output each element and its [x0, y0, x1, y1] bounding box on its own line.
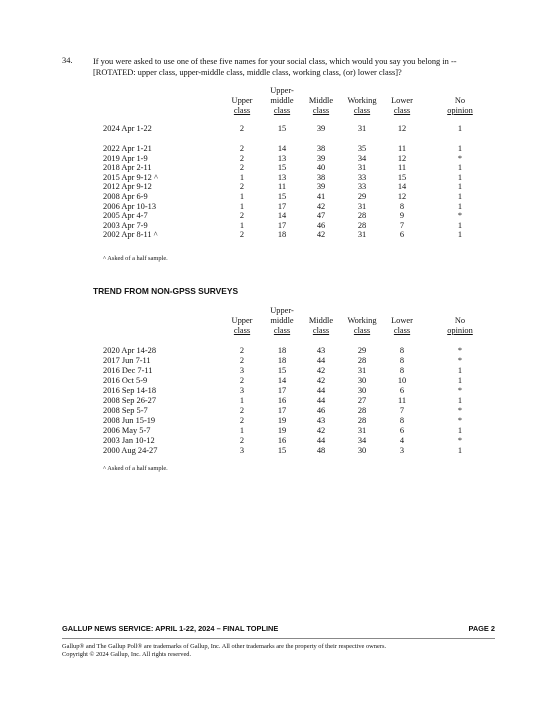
row-value: 31: [357, 366, 367, 375]
table1-col-header-line: class: [353, 106, 371, 115]
table1-col-header-line: class: [393, 106, 411, 115]
table-row: [0, 230, 540, 240]
row-value: 17: [277, 201, 287, 211]
row-value: 6: [399, 386, 405, 395]
row-value: 42: [316, 366, 326, 375]
row-value: 14: [277, 144, 287, 153]
table-row: [0, 173, 540, 183]
row-value: 2: [239, 346, 245, 355]
row-value: 30: [357, 446, 367, 455]
row-value: 11: [397, 163, 407, 173]
row-value: 16: [277, 396, 287, 405]
row-value: 2: [239, 124, 245, 133]
row-value: 3: [239, 366, 245, 375]
row-value: 1: [457, 172, 463, 182]
trademark-text: Gallup® and The Gallup Poll® are trademarks of Gallup, Inc. All other trademarks are the property of their respective owners.: [62, 643, 387, 650]
row-value: 4: [399, 436, 405, 445]
legal-notice: [62, 643, 386, 659]
row-value: 34: [357, 436, 367, 445]
row-value: 6: [399, 230, 405, 240]
row-value: 43: [316, 346, 326, 355]
table2-col-header-line: class: [233, 326, 251, 335]
row-value: 2: [239, 436, 245, 445]
table-row: [0, 416, 540, 426]
table1-col-header-line: Upper-: [270, 86, 294, 95]
row-date: 2016 Sep 14-18: [103, 386, 157, 395]
table-row: [0, 376, 540, 386]
table1-col-header-line: opinion: [447, 106, 473, 115]
table1-col-header-line: Upper: [231, 96, 253, 105]
question-text: If you were asked to use one of these five names for your social class, which would you say you belong in -- [ROTATED: upper class, upper-middle class, middle class, working class, (or) lower class]?: [93, 57, 457, 77]
row-value: 43: [316, 416, 326, 425]
table2-col-header-3: [303, 306, 339, 336]
row-value: 2: [239, 416, 245, 425]
row-value: *: [457, 211, 463, 221]
table-row: [0, 221, 540, 231]
row-value: 28: [357, 211, 367, 221]
row-value: *: [457, 386, 463, 395]
row-value: 28: [357, 406, 367, 415]
table1-col-header-line: middle: [270, 96, 294, 105]
row-value: 28: [357, 220, 367, 230]
row-value: 30: [357, 386, 367, 395]
row-value: 18: [277, 356, 287, 365]
table1-col-header-line: [344, 86, 380, 96]
row-value: 1: [457, 230, 463, 240]
table2-col-header-line: Upper-: [270, 306, 294, 315]
table2-col-header-line: [303, 306, 339, 316]
row-value: 28: [357, 356, 367, 365]
row-value: 8: [399, 416, 405, 425]
row-value: 15: [277, 366, 287, 375]
table1-col-header-line: [442, 86, 478, 96]
row-value: 7: [399, 220, 405, 230]
table1-col-header-4: [344, 86, 380, 116]
table2-col-header-line: class: [312, 326, 330, 335]
row-value: 29: [357, 346, 367, 355]
row-value: 9: [399, 211, 405, 221]
row-value: *: [457, 436, 463, 445]
row-value: *: [457, 356, 463, 365]
row-value: 19: [277, 426, 287, 435]
row-value: 41: [316, 192, 326, 201]
row-value: 31: [357, 230, 367, 240]
row-value: 2: [239, 153, 245, 163]
row-value: 1: [457, 426, 463, 435]
row-value: 13: [277, 172, 287, 182]
table-row: [0, 356, 540, 366]
table1-col-header-line: Middle: [308, 96, 334, 105]
row-value: 6: [399, 426, 405, 435]
table1-col-header-line: [384, 86, 420, 96]
table2-col-header-2: [264, 306, 300, 336]
row-value: 35: [357, 144, 367, 153]
row-value: 29: [357, 192, 367, 201]
row-value: 1: [457, 144, 463, 153]
row-value: 33: [357, 172, 367, 182]
row-value: 1: [239, 426, 245, 435]
table2-col-header-line: [442, 306, 478, 316]
row-value: 17: [277, 406, 287, 415]
row-date: 2012 Apr 9-12: [103, 182, 152, 192]
row-value: 31: [357, 163, 367, 173]
row-value: 8: [399, 356, 405, 365]
table-row: [0, 386, 540, 396]
table-row: [0, 446, 540, 456]
row-value: 17: [277, 386, 287, 395]
table1-col-header-line: class: [233, 106, 251, 115]
row-value: 44: [316, 396, 326, 405]
row-value: *: [457, 416, 463, 425]
row-value: 14: [277, 211, 287, 221]
row-value: 14: [397, 182, 407, 192]
table1-col-header-1: [224, 86, 260, 116]
row-date: 2003 Apr 7-9: [103, 220, 148, 230]
row-date: 2016 Oct 5-9: [103, 376, 148, 385]
row-value: 33: [357, 182, 367, 192]
row-value: 31: [357, 426, 367, 435]
row-date: 2015 Apr 9-12 ^: [103, 172, 158, 182]
row-value: 1: [239, 192, 245, 201]
row-date: 2019 Apr 1-9: [103, 153, 148, 163]
row-value: 34: [357, 153, 367, 163]
row-value: 18: [277, 230, 287, 240]
table2-col-header-line: opinion: [447, 326, 473, 335]
row-value: 1: [457, 366, 463, 375]
table1-col-header-2: [264, 86, 300, 116]
row-value: 19: [277, 416, 287, 425]
table2-col-header-6: [442, 306, 478, 336]
row-value: 1: [457, 182, 463, 192]
row-date: 2006 May 5-7: [103, 426, 151, 435]
table-row: [0, 124, 540, 134]
row-value: 1: [457, 192, 463, 201]
row-date: 2008 Jun 15-19: [103, 416, 156, 425]
row-value: 42: [316, 230, 326, 240]
table-row: [0, 396, 540, 406]
table1-col-header-line: [303, 86, 339, 96]
row-value: 2: [239, 356, 245, 365]
row-date: 2008 Apr 6-9: [103, 192, 148, 201]
table2-col-header-1: [224, 306, 260, 336]
row-value: 2: [239, 211, 245, 221]
row-value: 2: [239, 230, 245, 240]
table-row: [0, 346, 540, 356]
table2-col-header-4: [344, 306, 380, 336]
table-row: [0, 163, 540, 173]
table1-col-header-line: No: [454, 96, 466, 105]
question-number: 34.: [62, 56, 73, 65]
table2-col-header-line: Middle: [308, 316, 334, 325]
row-value: 12: [397, 153, 407, 163]
table1-col-header-6: [442, 86, 478, 116]
row-value: 1: [457, 220, 463, 230]
row-date: 2008 Sep 26-27: [103, 396, 157, 405]
table-row: [0, 192, 540, 202]
row-value: 42: [316, 426, 326, 435]
table1-col-header-line: Working: [347, 96, 377, 105]
table2-col-header-line: No: [454, 316, 466, 325]
row-value: 11: [397, 396, 407, 405]
table2-footnote: ^ Asked of a half sample.: [103, 465, 168, 472]
row-value: 15: [277, 124, 287, 133]
row-value: 15: [277, 192, 287, 201]
row-value: 46: [316, 406, 326, 415]
table-row: [0, 202, 540, 212]
row-value: 17: [277, 220, 287, 230]
row-date: 2002 Apr 8-11 ^: [103, 230, 158, 240]
row-value: 27: [357, 396, 367, 405]
row-value: 8: [399, 346, 405, 355]
row-value: 38: [316, 144, 326, 153]
row-value: 13: [277, 153, 287, 163]
table2-col-header-line: Upper: [231, 316, 253, 325]
row-date: 2008 Sep 5-7: [103, 406, 148, 415]
row-value: 40: [316, 163, 326, 173]
row-value: 15: [397, 172, 407, 182]
table-row: [0, 436, 540, 446]
row-value: 2: [239, 163, 245, 173]
row-value: 39: [316, 153, 326, 163]
row-value: 18: [277, 346, 287, 355]
footer-divider: [62, 638, 495, 639]
row-value: 2: [239, 406, 245, 415]
table2-col-header-line: Working: [347, 316, 377, 325]
row-value: 31: [357, 124, 367, 133]
row-value: 1: [457, 446, 463, 455]
row-value: 1: [457, 376, 463, 385]
row-value: 1: [239, 172, 245, 182]
table2-col-header-line: [384, 306, 420, 316]
table-row: [0, 211, 540, 221]
table2-col-header-line: middle: [270, 316, 294, 325]
row-value: 1: [457, 396, 463, 405]
row-value: *: [457, 346, 463, 355]
row-value: 31: [357, 201, 367, 211]
table1-col-header-5: [384, 86, 420, 116]
row-value: 3: [239, 386, 245, 395]
row-date: 2018 Apr 2-11: [103, 163, 152, 173]
row-value: 12: [397, 124, 407, 133]
row-value: 16: [277, 436, 287, 445]
row-value: 48: [316, 446, 326, 455]
row-value: 2: [239, 376, 245, 385]
row-value: 12: [397, 192, 407, 201]
row-date: 2006 Apr 10-13: [103, 201, 157, 211]
row-value: 8: [399, 366, 405, 375]
table2-col-header-line: [224, 306, 260, 316]
row-date: 2020 Apr 14-28: [103, 346, 157, 355]
table2-col-header-line: class: [393, 326, 411, 335]
copyright-text: Copyright © 2024 Gallup, Inc. All rights reserved.: [62, 651, 192, 658]
row-value: 42: [316, 376, 326, 385]
row-value: 44: [316, 436, 326, 445]
table1-col-header-line: Lower: [391, 96, 413, 105]
table1-col-header-line: [224, 86, 260, 96]
table2-col-header-5: [384, 306, 420, 336]
row-value: *: [457, 153, 463, 163]
row-value: 1: [457, 124, 463, 133]
table2-col-header-line: class: [273, 326, 291, 335]
row-value: 2: [239, 144, 245, 153]
row-value: 46: [316, 220, 326, 230]
row-value: 14: [277, 376, 287, 385]
row-value: 1: [239, 220, 245, 230]
row-value: 11: [277, 182, 287, 192]
page-footer: [62, 624, 495, 633]
row-value: 30: [357, 376, 367, 385]
row-value: 1: [239, 201, 245, 211]
table-row: [0, 406, 540, 416]
row-value: 39: [316, 182, 326, 192]
row-value: 28: [357, 416, 367, 425]
row-date: 2022 Apr 1-21: [103, 144, 152, 153]
row-value: 15: [277, 446, 287, 455]
row-value: 1: [457, 201, 463, 211]
row-value: 42: [316, 201, 326, 211]
table2-col-header-line: [344, 306, 380, 316]
table1-col-header-line: class: [312, 106, 330, 115]
row-value: 10: [397, 376, 407, 385]
row-value: 1: [239, 396, 245, 405]
row-value: 1: [457, 163, 463, 173]
footer-title: GALLUP NEWS SERVICE: APRIL 1-22, 2024 – FINAL TOPLINE: [62, 624, 279, 633]
row-date: 2024 Apr 1-22: [103, 124, 152, 133]
table1-footnote: ^ Asked of a half sample.: [103, 255, 168, 262]
row-value: 47: [316, 211, 326, 221]
row-value: 7: [399, 406, 405, 415]
row-date: 2005 Apr 4-7: [103, 211, 148, 221]
table2-col-header-line: class: [353, 326, 371, 335]
row-date: 2000 Aug 24-27: [103, 446, 158, 455]
row-value: 38: [316, 172, 326, 182]
row-date: 2003 Jan 10-12: [103, 436, 155, 445]
row-value: 8: [399, 201, 405, 211]
table2-col-header-line: Lower: [391, 316, 413, 325]
row-date: 2016 Dec 7-11: [103, 366, 153, 375]
row-value: 3: [239, 446, 245, 455]
row-value: 2: [239, 182, 245, 192]
row-value: 11: [397, 144, 407, 153]
table-row: [0, 154, 540, 164]
table1-col-header-line: class: [273, 106, 291, 115]
row-value: *: [457, 406, 463, 415]
section-title: TREND FROM NON-GPSS SURVEYS: [93, 286, 239, 296]
row-value: 15: [277, 163, 287, 173]
table-row: [0, 182, 540, 192]
row-value: 44: [316, 356, 326, 365]
row-value: 39: [316, 124, 326, 133]
row-value: 3: [399, 446, 405, 455]
table1-col-header-3: [303, 86, 339, 116]
table-row: [0, 366, 540, 376]
row-value: 44: [316, 386, 326, 395]
table-row: [0, 144, 540, 154]
table-row: [0, 426, 540, 436]
page-number: PAGE 2: [468, 624, 495, 633]
row-date: 2017 Jun 7-11: [103, 356, 151, 365]
